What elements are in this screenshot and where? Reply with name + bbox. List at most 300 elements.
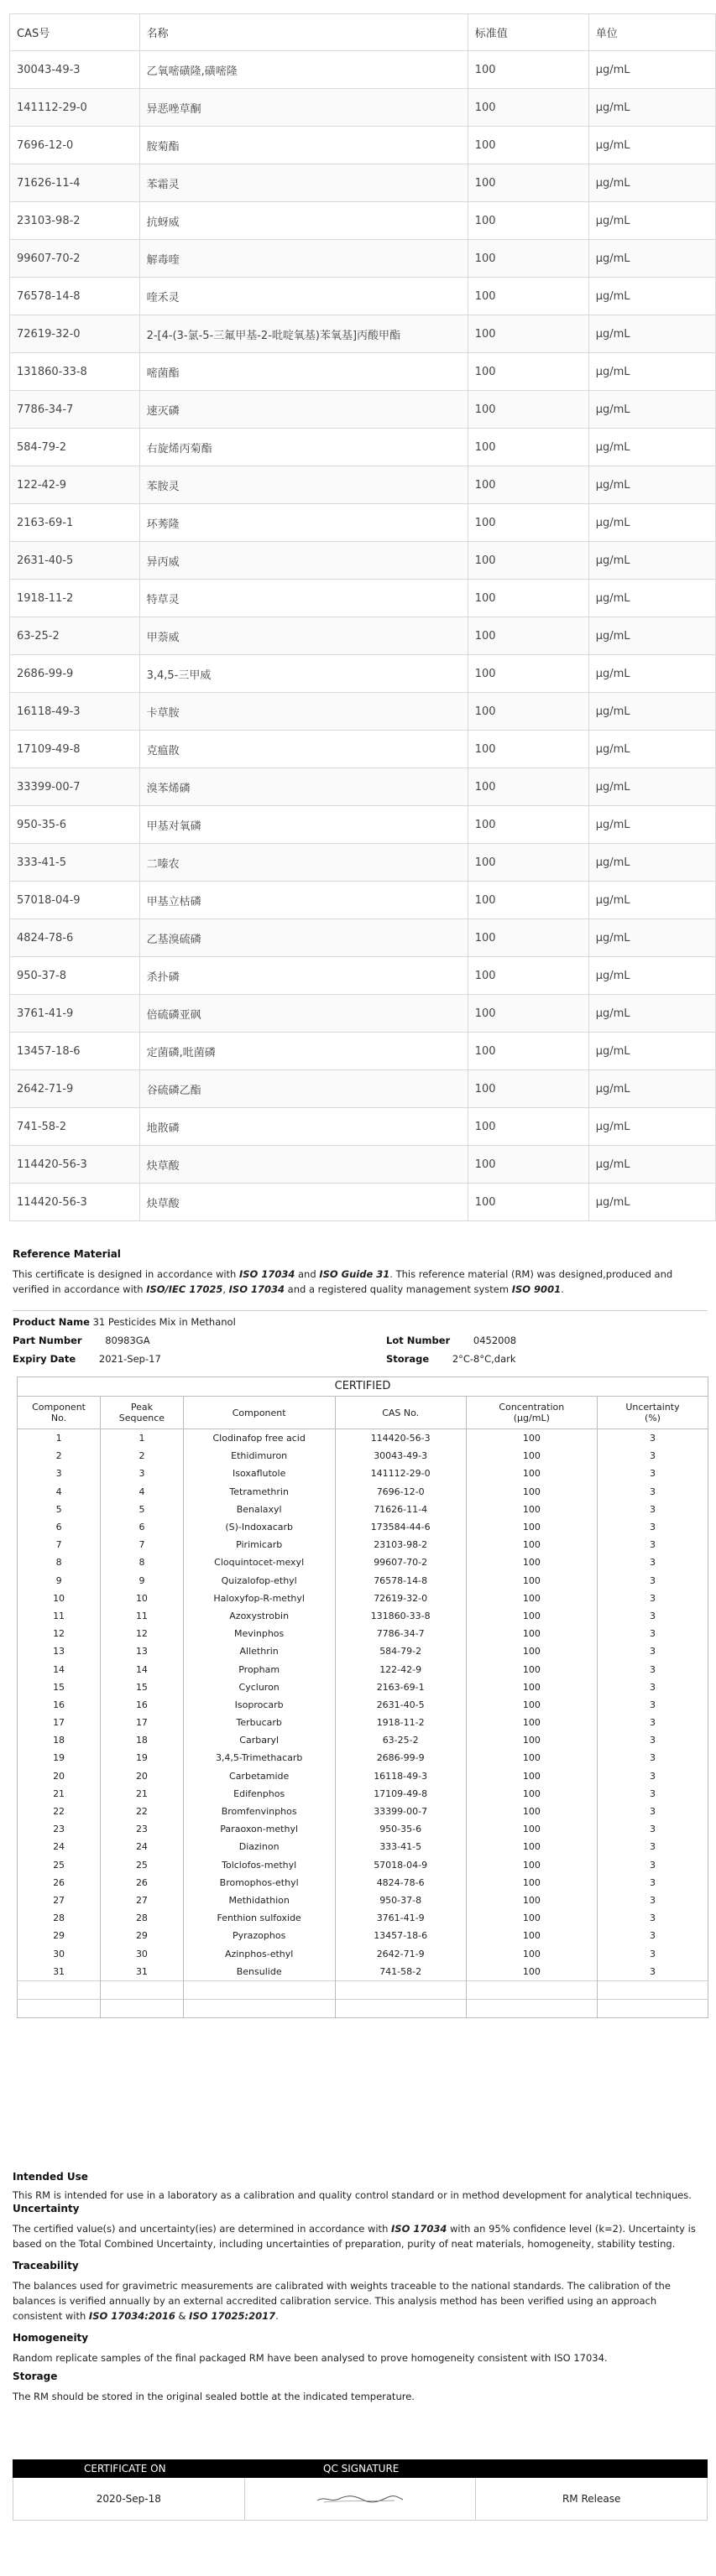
cas-no-cell: 2642-71-9 bbox=[335, 1944, 466, 1962]
component-no-cell: 6 bbox=[18, 1518, 101, 1536]
uncertainty-cell: 3 bbox=[649, 1770, 656, 1782]
unit-cell: μg/mL bbox=[588, 693, 715, 731]
cas-cell: 23103-98-2 bbox=[10, 202, 140, 240]
concentration-cell: 100 bbox=[466, 1856, 597, 1874]
unit-cell: μg/mL bbox=[588, 731, 715, 768]
unit-cell: μg/mL bbox=[588, 353, 715, 391]
component-no-cell: 26 bbox=[18, 1874, 101, 1892]
certified-box bbox=[17, 1376, 708, 2018]
concentration-cell: 100 bbox=[466, 1749, 597, 1767]
table-row bbox=[18, 1714, 708, 1731]
table-row bbox=[10, 844, 716, 882]
header-cas-no bbox=[335, 1397, 466, 1429]
expiry-date-label: Expiry Date bbox=[13, 1353, 76, 1365]
name-cell: 乙基溴硫磷 bbox=[139, 919, 468, 957]
table-row bbox=[18, 1607, 708, 1625]
ref-text-f: . bbox=[561, 1283, 564, 1295]
homogeneity-text: Random replicate samples of the final packaged RM have been analysed to prove homogeneity consistent with ISO 17034. bbox=[13, 2352, 608, 2364]
peak-sequence-cell: 10 bbox=[101, 1590, 184, 1607]
standard-value-cell: 100 bbox=[468, 617, 588, 655]
intended-use-heading: Intended Use bbox=[13, 2171, 88, 2183]
cas-cell: 333-41-5 bbox=[10, 844, 140, 882]
peak-sequence-cell: 27 bbox=[101, 1892, 184, 1909]
table-row bbox=[10, 617, 716, 655]
storage-heading: Storage bbox=[13, 2370, 58, 2382]
cas-no-cell: 2631-40-5 bbox=[335, 1696, 466, 1714]
unit-cell: μg/mL bbox=[588, 127, 715, 164]
peak-sequence-cell: 30 bbox=[101, 1944, 184, 1962]
unit-cell: μg/mL bbox=[588, 1184, 715, 1221]
component-cell: Pirimicarb bbox=[183, 1536, 335, 1553]
concentration-cell: 100 bbox=[466, 1927, 597, 1944]
uncertainty-cell: 3 bbox=[649, 1468, 656, 1480]
table-row bbox=[10, 693, 716, 731]
name-cell: 溴苯烯磷 bbox=[139, 768, 468, 806]
uncertainty-cell: 3 bbox=[649, 1824, 656, 1835]
component-no-cell: 22 bbox=[18, 1803, 101, 1820]
name-cell: 甲基对氧磷 bbox=[139, 806, 468, 844]
name-cell: 特草灵 bbox=[139, 580, 468, 617]
uncertainty-heading: Uncertainty bbox=[13, 2203, 80, 2214]
rm-release-cell bbox=[476, 2478, 707, 2520]
name-cell: 胺菊酯 bbox=[139, 127, 468, 164]
concentration-cell: 100 bbox=[466, 1892, 597, 1909]
standard-value-cell: 100 bbox=[468, 202, 588, 240]
component-cell: Paraoxon-methyl bbox=[183, 1820, 335, 1838]
cas-no-cell: 131860-33-8 bbox=[335, 1607, 466, 1625]
component-cell: Cloquintocet-mexyl bbox=[183, 1553, 335, 1571]
cas-cell: 741-58-2 bbox=[10, 1108, 140, 1146]
name-cell: 环莠隆 bbox=[139, 504, 468, 542]
table-row bbox=[18, 1785, 708, 1803]
concentration-cell: 100 bbox=[466, 1642, 597, 1660]
cas-cell: 30043-49-3 bbox=[10, 51, 140, 89]
table-row bbox=[18, 1874, 708, 1892]
cas-no-cell: 2163-69-1 bbox=[335, 1678, 466, 1696]
cas-no-cell: 7696-12-0 bbox=[335, 1483, 466, 1501]
compounds-table bbox=[9, 13, 716, 1221]
standard-value-cell: 100 bbox=[468, 1033, 588, 1070]
ref-std-iso9001: ISO 9001 bbox=[511, 1283, 562, 1295]
part-number-label: Part Number bbox=[13, 1335, 82, 1346]
component-cell: Pyrazophos bbox=[183, 1927, 335, 1944]
cas-no-cell: 13457-18-6 bbox=[335, 1927, 466, 1944]
unit-cell: μg/mL bbox=[588, 1108, 715, 1146]
lot-number bbox=[386, 1335, 516, 1346]
component-no-cell: 25 bbox=[18, 1856, 101, 1874]
unit-cell: μg/mL bbox=[588, 89, 715, 127]
cas-cell: 2642-71-9 bbox=[10, 1070, 140, 1108]
uncertainty-cell: 3 bbox=[649, 1503, 656, 1515]
certified-title: CERTIFIED bbox=[18, 1377, 708, 1397]
concentration-cell: 100 bbox=[466, 1678, 597, 1696]
header-line: Sequence bbox=[118, 1413, 165, 1423]
standard-value-cell: 100 bbox=[468, 957, 588, 995]
component-no-cell: 20 bbox=[18, 1767, 101, 1785]
name-cell: 喹禾灵 bbox=[139, 278, 468, 315]
unit-cell: μg/mL bbox=[588, 51, 715, 89]
cas-no-cell: 57018-04-9 bbox=[335, 1856, 466, 1874]
table-row bbox=[18, 1572, 708, 1590]
component-cell: (S)-Indoxacarb bbox=[183, 1518, 335, 1536]
concentration-cell: 100 bbox=[466, 1607, 597, 1625]
signature-cell bbox=[245, 2478, 477, 2520]
name-cell: 炔草酸 bbox=[139, 1146, 468, 1184]
concentration-cell: 100 bbox=[466, 1447, 597, 1465]
table-row bbox=[10, 164, 716, 202]
concentration-cell: 100 bbox=[466, 1820, 597, 1838]
component-cell: Methidathion bbox=[183, 1892, 335, 1909]
header-line: Peak bbox=[130, 1402, 153, 1413]
uncertainty-text-a: The certified value(s) and uncertainty(ies) are determined in accordance with bbox=[13, 2223, 392, 2235]
header-component bbox=[183, 1397, 335, 1429]
component-cell: Haloxyfop-R-methyl bbox=[183, 1590, 335, 1607]
table-row bbox=[10, 89, 716, 127]
component-cell: 3,4,5-Trimethacarb bbox=[183, 1749, 335, 1767]
name-cell: 速灭磷 bbox=[139, 391, 468, 429]
table-row bbox=[10, 957, 716, 995]
name-cell: 2-[4-(3-氯-5-三氟甲基-2-吡啶氧基)苯氧基]丙酸甲酯 bbox=[139, 315, 468, 353]
table-row bbox=[18, 1856, 708, 1874]
name-cell: 异恶唑草酮 bbox=[139, 89, 468, 127]
reference-material-text bbox=[13, 1267, 705, 1297]
cas-no-cell: 16118-49-3 bbox=[335, 1767, 466, 1785]
cas-cell: 2686-99-9 bbox=[10, 655, 140, 693]
unit-cell: μg/mL bbox=[588, 315, 715, 353]
expiry-date bbox=[13, 1353, 161, 1365]
unit-cell: μg/mL bbox=[588, 919, 715, 957]
table-row bbox=[10, 127, 716, 164]
standard-value-cell: 100 bbox=[468, 542, 588, 580]
unit-cell: μg/mL bbox=[588, 806, 715, 844]
unit-cell: μg/mL bbox=[588, 1146, 715, 1184]
component-no-cell: 27 bbox=[18, 1892, 101, 1909]
table-row bbox=[18, 1465, 708, 1482]
name-cell: 倍硫磷亚砜 bbox=[139, 995, 468, 1033]
table-row bbox=[10, 995, 716, 1033]
empty-cell bbox=[466, 1980, 597, 1999]
header-line: Component bbox=[32, 1402, 86, 1413]
empty-cell bbox=[183, 1980, 335, 1999]
component-cell: Tetramethrin bbox=[183, 1483, 335, 1501]
unit-cell: μg/mL bbox=[588, 844, 715, 882]
footer-header-bar bbox=[13, 2459, 708, 2478]
table-row bbox=[10, 315, 716, 353]
standard-value-cell: 100 bbox=[468, 693, 588, 731]
table-row bbox=[10, 1033, 716, 1070]
concentration-cell: 100 bbox=[466, 1518, 597, 1536]
empty-cell bbox=[597, 1999, 708, 2017]
concentration-cell: 100 bbox=[466, 1660, 597, 1678]
rm-release-label: RM Release bbox=[562, 2493, 621, 2505]
component-no-cell: 5 bbox=[18, 1501, 101, 1518]
unit-cell: μg/mL bbox=[588, 957, 715, 995]
standard-value-cell: 100 bbox=[468, 731, 588, 768]
unit-cell: μg/mL bbox=[588, 429, 715, 466]
standard-value-cell: 100 bbox=[468, 127, 588, 164]
table-row bbox=[10, 466, 716, 504]
unit-cell: μg/mL bbox=[588, 466, 715, 504]
table-row bbox=[10, 1146, 716, 1184]
uncertainty-cell: 3 bbox=[649, 1876, 656, 1888]
cas-cell: 63-25-2 bbox=[10, 617, 140, 655]
header-standard-value: 标准值 bbox=[468, 14, 588, 51]
cas-cell: 122-42-9 bbox=[10, 466, 140, 504]
standard-value-cell: 100 bbox=[468, 466, 588, 504]
table-row bbox=[10, 51, 716, 89]
ref-text-b: and bbox=[295, 1268, 320, 1280]
cas-no-cell: 17109-49-8 bbox=[335, 1785, 466, 1803]
concentration-cell: 100 bbox=[466, 1501, 597, 1518]
empty-cell bbox=[101, 1999, 184, 2017]
table-row bbox=[18, 1927, 708, 1944]
cas-cell: 2163-69-1 bbox=[10, 504, 140, 542]
cas-no-cell: 72619-32-0 bbox=[335, 1590, 466, 1607]
table-row bbox=[10, 806, 716, 844]
component-cell: Mevinphos bbox=[183, 1625, 335, 1642]
header-cas: CAS号 bbox=[10, 14, 140, 51]
cas-cell: 16118-49-3 bbox=[10, 693, 140, 731]
standard-value-cell: 100 bbox=[468, 353, 588, 391]
table-row bbox=[18, 1625, 708, 1642]
unit-cell: μg/mL bbox=[588, 391, 715, 429]
standard-value-cell: 100 bbox=[468, 429, 588, 466]
cas-no-cell: 2686-99-9 bbox=[335, 1749, 466, 1767]
unit-cell: μg/mL bbox=[588, 202, 715, 240]
name-cell: 苯霜灵 bbox=[139, 164, 468, 202]
cas-cell: 114420-56-3 bbox=[10, 1146, 140, 1184]
certificate-on-header: CERTIFICATE ON bbox=[84, 2463, 166, 2475]
component-cell: Isoxaflutole bbox=[183, 1465, 335, 1482]
uncertainty-std-iso17034: ISO 17034 bbox=[391, 2223, 447, 2235]
traceability-heading: Traceability bbox=[13, 2260, 79, 2272]
uncertainty-cell: 3 bbox=[649, 1486, 656, 1497]
table-row bbox=[10, 580, 716, 617]
peak-sequence-cell: 21 bbox=[101, 1785, 184, 1803]
table-row bbox=[18, 1909, 708, 1927]
component-no-cell: 19 bbox=[18, 1749, 101, 1767]
peak-sequence-cell: 31 bbox=[101, 1963, 184, 1981]
table-row bbox=[18, 1944, 708, 1962]
storage-label: Storage bbox=[386, 1353, 430, 1365]
component-cell: Ethidimuron bbox=[183, 1447, 335, 1465]
standard-value-cell: 100 bbox=[468, 89, 588, 127]
standard-value-cell: 100 bbox=[468, 504, 588, 542]
name-cell: 谷硫磷乙酯 bbox=[139, 1070, 468, 1108]
unit-cell: μg/mL bbox=[588, 504, 715, 542]
ref-std-iso-guide31: ISO Guide 31 bbox=[319, 1268, 390, 1280]
uncertainty-cell: 3 bbox=[649, 1610, 656, 1621]
name-cell: 杀扑磷 bbox=[139, 957, 468, 995]
table-row bbox=[18, 1553, 708, 1571]
component-cell: Clodinafop free acid bbox=[183, 1429, 335, 1448]
component-cell: Propham bbox=[183, 1660, 335, 1678]
name-cell: 嘧菌酯 bbox=[139, 353, 468, 391]
peak-sequence-cell: 8 bbox=[101, 1553, 184, 1571]
table-row bbox=[18, 1590, 708, 1607]
reference-material-heading: Reference Material bbox=[13, 1248, 121, 1260]
name-cell: 定菌磷,吡菌磷 bbox=[139, 1033, 468, 1070]
table-row bbox=[18, 1501, 708, 1518]
component-no-cell: 4 bbox=[18, 1483, 101, 1501]
name-cell: 右旋烯丙菊酯 bbox=[139, 429, 468, 466]
component-no-cell: 9 bbox=[18, 1572, 101, 1590]
uncertainty-cell: 3 bbox=[649, 1788, 656, 1799]
cas-cell: 131860-33-8 bbox=[10, 353, 140, 391]
concentration-cell: 100 bbox=[466, 1465, 597, 1482]
empty-cell bbox=[597, 1980, 708, 1999]
peak-sequence-cell: 9 bbox=[101, 1572, 184, 1590]
uncertainty-cell: 3 bbox=[649, 1522, 656, 1533]
table-row bbox=[10, 504, 716, 542]
peak-sequence-cell: 18 bbox=[101, 1731, 184, 1749]
cas-no-cell: 114420-56-3 bbox=[335, 1429, 466, 1448]
standard-value-cell: 100 bbox=[468, 768, 588, 806]
table-row bbox=[18, 1749, 708, 1767]
peak-sequence-cell: 17 bbox=[101, 1714, 184, 1731]
unit-cell: μg/mL bbox=[588, 882, 715, 919]
concentration-cell: 100 bbox=[466, 1803, 597, 1820]
table-row bbox=[10, 1070, 716, 1108]
peak-sequence-cell: 7 bbox=[101, 1536, 184, 1553]
cas-no-cell: 333-41-5 bbox=[335, 1838, 466, 1855]
standard-value-cell: 100 bbox=[468, 391, 588, 429]
concentration-cell: 100 bbox=[466, 1536, 597, 1553]
cas-cell: 4824-78-6 bbox=[10, 919, 140, 957]
cas-no-cell: 71626-11-4 bbox=[335, 1501, 466, 1518]
concentration-cell: 100 bbox=[466, 1714, 597, 1731]
table-row bbox=[10, 429, 716, 466]
cas-cell: 57018-04-9 bbox=[10, 882, 140, 919]
concentration-cell: 100 bbox=[466, 1944, 597, 1962]
standard-value-cell: 100 bbox=[468, 1146, 588, 1184]
intended-use-text: This RM is intended for use in a laboratory as a calibration and quality control standard or in method development for analytical techniques. bbox=[13, 2189, 692, 2201]
component-no-cell: 14 bbox=[18, 1660, 101, 1678]
component-cell: Bensulide bbox=[183, 1963, 335, 1981]
cas-no-cell: 30043-49-3 bbox=[335, 1447, 466, 1465]
peak-sequence-cell: 23 bbox=[101, 1820, 184, 1838]
divider bbox=[13, 1310, 708, 1311]
traceability-text-c: . bbox=[275, 2310, 279, 2322]
table-row bbox=[18, 1642, 708, 1660]
empty-row bbox=[18, 1999, 708, 2017]
name-cell: 克瘟散 bbox=[139, 731, 468, 768]
traceability-std-iso17025: ISO 17025:2017 bbox=[189, 2310, 276, 2322]
certificate-footer bbox=[13, 2459, 708, 2521]
table-row bbox=[18, 1731, 708, 1749]
empty-cell bbox=[335, 1980, 466, 1999]
uncertainty-cell: 3 bbox=[649, 1539, 656, 1551]
uncertainty-cell: 3 bbox=[649, 1450, 656, 1462]
component-cell: Azinphos-ethyl bbox=[183, 1944, 335, 1962]
table-row bbox=[18, 1696, 708, 1714]
component-cell: Fenthion sulfoxide bbox=[183, 1909, 335, 1927]
standard-value-cell: 100 bbox=[468, 164, 588, 202]
cas-no-cell: 23103-98-2 bbox=[335, 1536, 466, 1553]
table-row bbox=[18, 1483, 708, 1501]
cas-cell: 99607-70-2 bbox=[10, 240, 140, 278]
certified-table bbox=[18, 1397, 708, 2017]
table-row bbox=[18, 1518, 708, 1536]
table-row bbox=[10, 202, 716, 240]
table-row bbox=[10, 542, 716, 580]
concentration-cell: 100 bbox=[466, 1874, 597, 1892]
concentration-cell: 100 bbox=[466, 1429, 597, 1448]
peak-sequence-cell: 29 bbox=[101, 1927, 184, 1944]
uncertainty-cell: 3 bbox=[649, 1948, 656, 1959]
cas-no-cell: 99607-70-2 bbox=[335, 1553, 466, 1571]
component-no-cell: 2 bbox=[18, 1447, 101, 1465]
component-cell: Bromophos-ethyl bbox=[183, 1874, 335, 1892]
cas-cell: 114420-56-3 bbox=[10, 1184, 140, 1221]
name-cell: 地散磷 bbox=[139, 1108, 468, 1146]
table-row bbox=[10, 731, 716, 768]
standard-value-cell: 100 bbox=[468, 240, 588, 278]
qc-signature-header: QC SIGNATURE bbox=[323, 2463, 400, 2475]
component-no-cell: 17 bbox=[18, 1714, 101, 1731]
cas-no-cell: 7786-34-7 bbox=[335, 1625, 466, 1642]
certificate-date-cell bbox=[13, 2478, 245, 2520]
component-no-cell: 10 bbox=[18, 1590, 101, 1607]
name-cell: 甲萘威 bbox=[139, 617, 468, 655]
table-row bbox=[10, 1184, 716, 1221]
signature-image bbox=[314, 2492, 406, 2506]
uncertainty-cell: 3 bbox=[649, 1735, 656, 1746]
storage-info bbox=[386, 1353, 516, 1365]
part-number-value: 80983GA bbox=[105, 1335, 150, 1346]
unit-cell: μg/mL bbox=[588, 164, 715, 202]
traceability-text-b: & bbox=[175, 2310, 190, 2322]
peak-sequence-cell: 20 bbox=[101, 1767, 184, 1785]
cas-cell: 7696-12-0 bbox=[10, 127, 140, 164]
storage-text: The RM should be stored in the original sealed bottle at the indicated temperature. bbox=[13, 2391, 415, 2402]
table-row bbox=[10, 882, 716, 919]
component-cell: Edifenphos bbox=[183, 1785, 335, 1803]
component-cell: Azoxystrobin bbox=[183, 1607, 335, 1625]
uncertainty-cell: 3 bbox=[649, 1592, 656, 1604]
header-line: No. bbox=[50, 1413, 67, 1423]
ref-std-iso17034-b: ISO 17034 bbox=[228, 1283, 285, 1295]
header-line: Component bbox=[232, 1407, 286, 1418]
unit-cell: μg/mL bbox=[588, 240, 715, 278]
standard-value-cell: 100 bbox=[468, 1184, 588, 1221]
table-row bbox=[18, 1838, 708, 1855]
name-cell: 乙氧嘧磺隆,磺嘧隆 bbox=[139, 51, 468, 89]
expiry-date-value: 2021-Sep-17 bbox=[98, 1353, 161, 1365]
cas-cell: 13457-18-6 bbox=[10, 1033, 140, 1070]
component-cell: Cycluron bbox=[183, 1678, 335, 1696]
unit-cell: μg/mL bbox=[588, 1070, 715, 1108]
empty-cell bbox=[18, 1999, 101, 2017]
uncertainty-cell: 3 bbox=[649, 1841, 656, 1853]
concentration-cell: 100 bbox=[466, 1572, 597, 1590]
unit-cell: μg/mL bbox=[588, 617, 715, 655]
name-cell: 异丙威 bbox=[139, 542, 468, 580]
peak-sequence-cell: 1 bbox=[101, 1429, 184, 1448]
table-row bbox=[10, 240, 716, 278]
empty-cell bbox=[183, 1999, 335, 2017]
peak-sequence-cell: 3 bbox=[101, 1465, 184, 1482]
traceability-text bbox=[13, 2278, 705, 2324]
cas-no-cell: 141112-29-0 bbox=[335, 1465, 466, 1482]
footer-row bbox=[13, 2478, 708, 2521]
peak-sequence-cell: 14 bbox=[101, 1660, 184, 1678]
table-row bbox=[18, 1660, 708, 1678]
standard-value-cell: 100 bbox=[468, 806, 588, 844]
component-no-cell: 29 bbox=[18, 1927, 101, 1944]
empty-cell bbox=[335, 1999, 466, 2017]
component-no-cell: 28 bbox=[18, 1909, 101, 1927]
